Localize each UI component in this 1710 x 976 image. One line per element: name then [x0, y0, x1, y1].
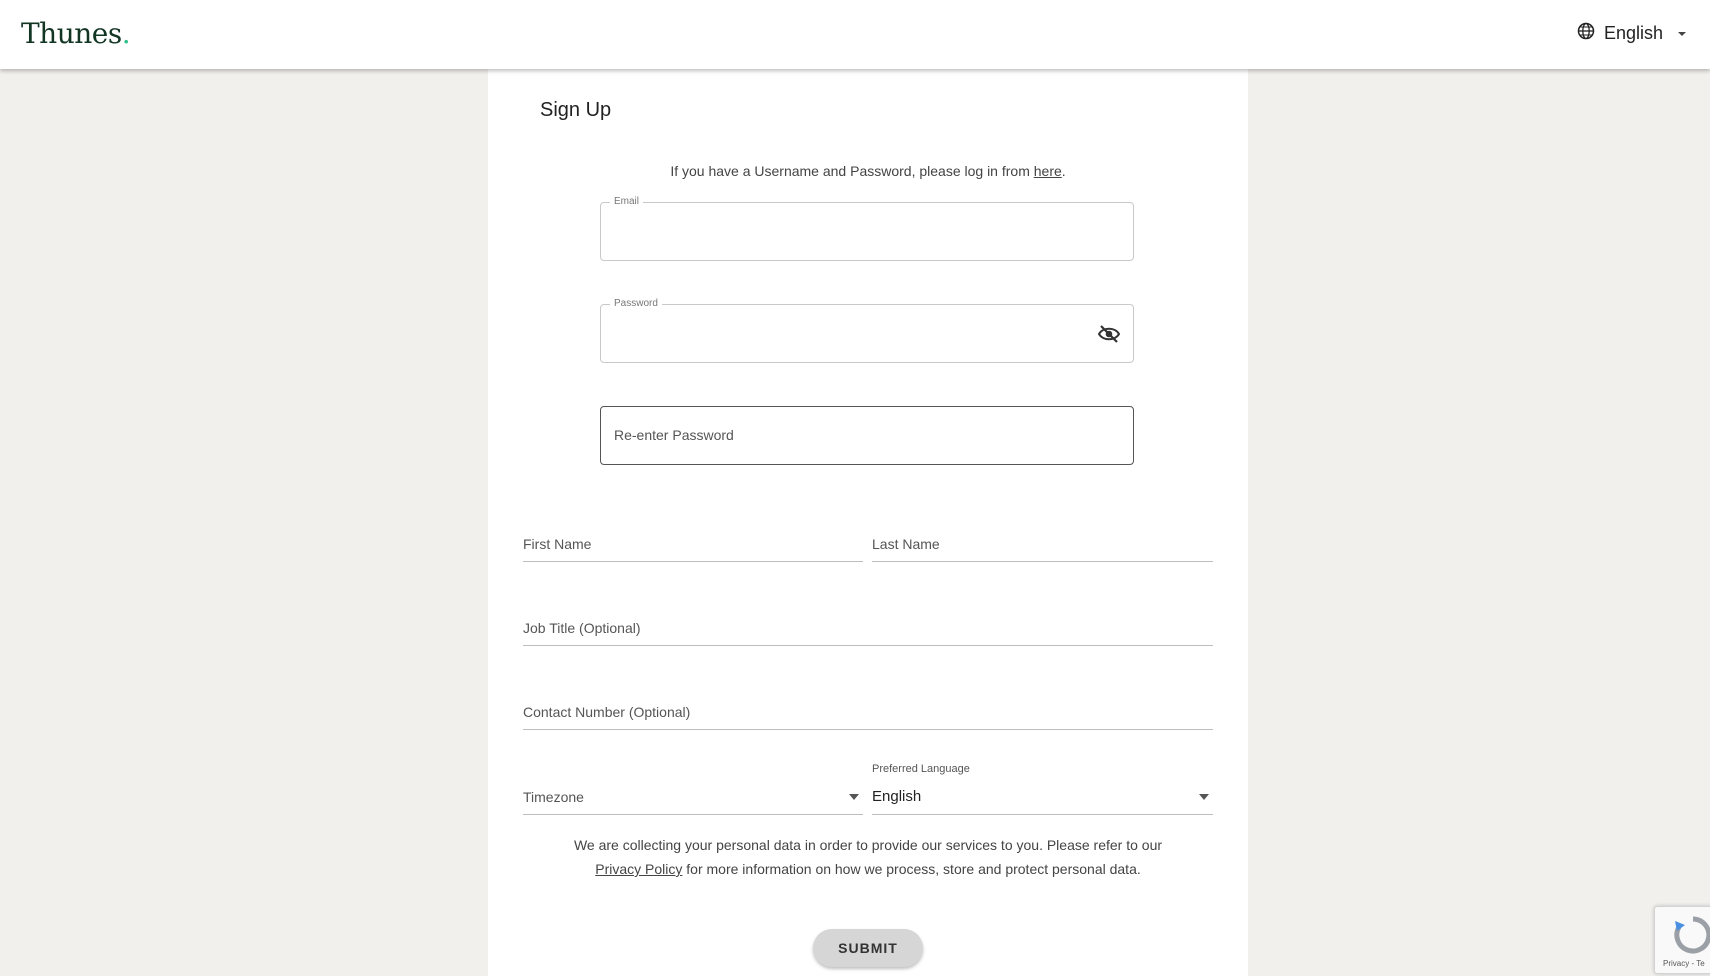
- privacy-notice-prefix: We are collecting your personal data in order to provide our services to you. Please refer to our: [573, 837, 1163, 853]
- top-navigation-bar: [0, 0, 1710, 69]
- last-name-field[interactable]: [872, 524, 1213, 562]
- contact-number-field[interactable]: [523, 692, 1213, 730]
- timezone-placeholder: Timezone: [523, 789, 584, 805]
- email-label: Email: [610, 196, 643, 208]
- job-title-field[interactable]: [523, 608, 1213, 646]
- email-field[interactable]: [600, 196, 1134, 261]
- login-link[interactable]: here: [1033, 163, 1062, 179]
- privacy-notice: [488, 833, 1248, 881]
- reenter-password-placeholder: Re-enter Password: [614, 427, 734, 443]
- logo-text: Thunes: [21, 17, 122, 50]
- language-selector[interactable]: [1577, 22, 1686, 45]
- job-title-placeholder: Job Title (Optional): [523, 620, 641, 636]
- timezone-select[interactable]: [523, 777, 863, 815]
- contact-number-placeholder: Contact Number (Optional): [523, 704, 691, 720]
- globe-icon: [1577, 22, 1595, 45]
- first-name-placeholder: First Name: [523, 536, 592, 552]
- thunes-logo[interactable]: [21, 17, 130, 50]
- first-name-field[interactable]: [523, 524, 863, 562]
- last-name-placeholder: Last Name: [872, 536, 940, 552]
- chevron-down-icon: [849, 794, 859, 800]
- preferred-language-value: English: [872, 788, 922, 805]
- submit-button[interactable]: SUBMIT: [813, 929, 923, 967]
- chevron-down-icon: [1199, 794, 1209, 800]
- logo-dot: .: [121, 17, 131, 50]
- chevron-down-icon: [1678, 32, 1686, 36]
- preferred-language-label: Preferred Language: [872, 763, 970, 775]
- signup-card: [488, 69, 1248, 976]
- eye-off-icon[interactable]: [1097, 324, 1121, 349]
- reenter-password-field[interactable]: [600, 406, 1134, 465]
- password-field[interactable]: [600, 298, 1134, 363]
- password-label: Password: [610, 298, 662, 310]
- recaptcha-text: Privacy - Te: [1663, 959, 1705, 968]
- login-notice-suffix: .: [1061, 163, 1066, 179]
- login-notice-prefix: If you have a Username and Password, please log in from: [670, 163, 1034, 179]
- preferred-language-select[interactable]: [872, 763, 1213, 815]
- login-notice: [488, 163, 1248, 179]
- privacy-notice-suffix: for more information on how we process, store and protect personal data.: [682, 861, 1141, 877]
- recaptcha-badge[interactable]: [1654, 906, 1710, 974]
- page-title: Sign Up: [540, 99, 612, 121]
- privacy-policy-link[interactable]: Privacy Policy: [595, 861, 683, 877]
- language-label: English: [1603, 23, 1663, 43]
